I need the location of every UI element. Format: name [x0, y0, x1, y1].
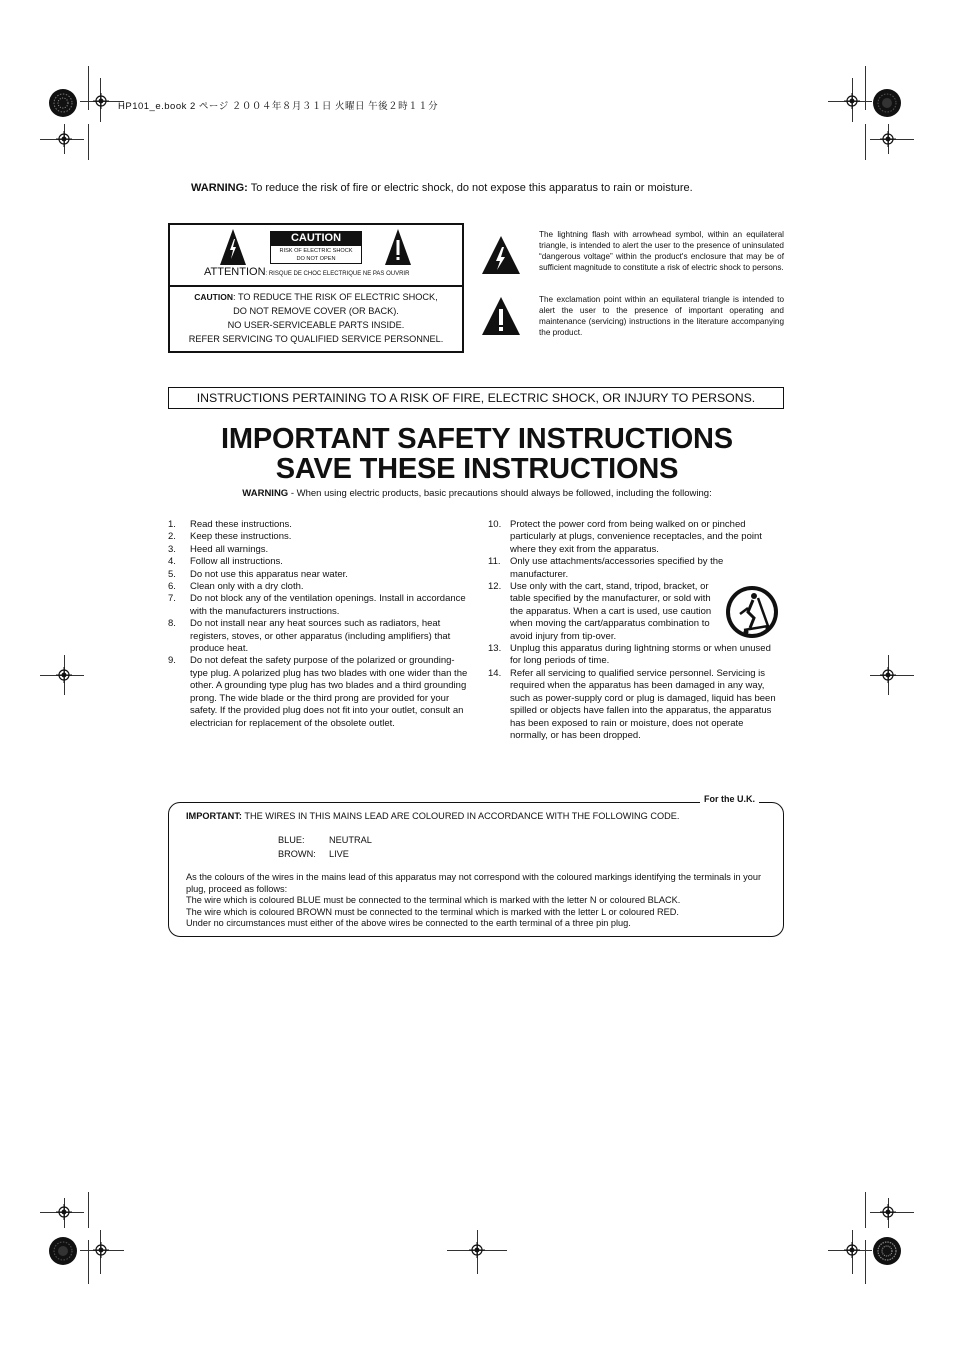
list-item: [488, 643, 782, 668]
list-item-number: 11.: [488, 556, 501, 568]
warning-line: [191, 182, 693, 194]
crop-line: [865, 1240, 866, 1284]
caution-line-4: REFER SERVICING TO QUALIFIED SERVICE PERSONNEL.: [188, 334, 444, 344]
warning-sub-label: WARNING: [242, 488, 289, 499]
warning-label: WARNING:: [191, 182, 248, 194]
registration-mark-icon: [56, 131, 72, 147]
uk-important-text: THE WIRES IN THIS MAINS LEAD ARE COLOURED IN ACCORDANCE WITH THE FOLLOWING CODE.: [241, 811, 680, 821]
uk-blue-label: BLUE:: [278, 835, 305, 845]
color-dial-icon: [48, 88, 78, 118]
registration-mark-icon: [844, 93, 860, 109]
color-dial-icon: [872, 1236, 902, 1266]
risk-line-1: RISK OF ELECTRIC SHOCK: [279, 248, 353, 254]
lightning-description: The lightning flash with arrowhead symbol, within an equilateral triangle, is intended to alert the user to the presence of uninsulated “dangerous voltage” within the product's enclosure that may be of sufficient magnitude to constitute a risk of electric shock to persons.: [539, 230, 784, 272]
uk-important-label: IMPORTANT:: [186, 811, 242, 821]
list-item: [168, 618, 468, 655]
registration-mark-icon: [880, 131, 896, 147]
uk-blue-row: [278, 835, 372, 847]
uk-important: [186, 811, 766, 823]
risk-line-2: DO NOT OPEN: [296, 256, 336, 262]
list-item-text: Do not install near any heat sources such as radiators, heat registers, stoves, or other apparatus (including amplifiers) that produce heat.: [190, 618, 451, 655]
attention-line: [204, 266, 409, 278]
list-item-number: 9.: [168, 655, 176, 667]
uk-paragraphs: [186, 872, 766, 930]
list-item: [168, 581, 468, 593]
registration-mark-icon: [844, 1242, 860, 1258]
list-item-text: Follow all instructions.: [190, 556, 283, 568]
file-header: HP101_e.book 2 ページ ２００４年８月３１日 火曜日 午後２時１１分: [118, 101, 439, 112]
uk-brown-value: LIVE: [329, 849, 349, 859]
uk-blue-value: NEUTRAL: [329, 835, 372, 845]
crop-line: [88, 1240, 89, 1284]
list-item-number: 14.: [488, 667, 502, 679]
safety-list-left: [168, 519, 468, 730]
list-item: [168, 655, 468, 729]
warning-subline: [0, 488, 954, 499]
instructions-header: INSTRUCTIONS PERTAINING TO A RISK OF FIRE, ELECTRIC SHOCK, OR INJURY TO PERSONS.: [168, 387, 784, 409]
registration-mark-icon: [56, 667, 72, 683]
crop-line: [865, 1192, 866, 1228]
list-item-number: 12.: [488, 581, 502, 593]
uk-para-3: The wire which is coloured BROWN must be connected to the terminal which is marked with the letter L or coloured RED.: [186, 906, 679, 917]
lightning-triangle-icon: [219, 228, 247, 266]
list-item-number: 7.: [168, 593, 176, 605]
list-item-text: Do not defeat the safety purpose of the polarized or grounding-type plug. A polarized plug has two blades with one wider than the other. A grounding type plug has two blades and a third grounding prong. The wide blade or the third prong are provided for your safety. If the provided plug does not fit into your outlet, consult an electrician for replacement of the obsolete outlet.: [190, 655, 468, 729]
list-item-number: 6.: [168, 581, 176, 593]
attention-subtext: : RISQUE DE CHOC ELECTRIQUE NE PAS OUVRIR: [265, 271, 410, 277]
list-item-text: Use only with the cart, stand, tripod, bracket, or table specified by the manufacturer, or sold with the apparatus. When a cart is used, use caution when moving the cart/apparatus combination to avoid injury from tip-over.: [510, 581, 712, 642]
list-item: [168, 544, 468, 556]
list-item-text: Do not use this apparatus near water.: [190, 568, 348, 580]
registration-mark-icon: [469, 1242, 485, 1258]
uk-brown-label: BROWN:: [278, 849, 316, 859]
caution-line-1: [170, 290, 462, 304]
list-item: [168, 569, 468, 581]
list-item-text: Heed all warnings.: [190, 543, 269, 555]
caution-divider: [168, 285, 464, 287]
crop-line: [88, 66, 89, 110]
cart-tipover-icon: [724, 584, 780, 640]
list-item-text: Refer all servicing to qualified service personnel. Servicing is required when the apparatus has been damaged in any way, such as power-supply cord or plug is damaged, liquid has been spilled or objects have fallen into the apparatus, the apparatus has been exposed to rain or moisture, does not operate normally, or has been dropped.: [510, 667, 776, 741]
list-item-number: 1.: [168, 519, 176, 530]
crop-line: [88, 124, 89, 160]
attention-label: ATTENTION: [204, 266, 266, 278]
list-item-number: 3.: [168, 543, 176, 555]
list-item-number: 2.: [168, 531, 176, 543]
list-item-text: Do not block any of the ventilation openings. Install in accordance with the manufacturers instructions.: [190, 593, 466, 617]
color-dial-icon: [48, 1236, 78, 1266]
list-item: [488, 556, 782, 581]
list-item-text: Read these instructions.: [190, 519, 292, 530]
uk-para-4: Under no circumstances must either of the above wires be connected to the earth terminal of a three pin plug.: [186, 918, 631, 929]
exclamation-description: The exclamation point within an equilateral triangle is intended to alert the user to the presence of important operating and maintenance (servicing) instructions in the literature accompanying the product.: [539, 295, 784, 337]
list-item-number: 13.: [488, 643, 502, 655]
uk-para-2: The wire which is coloured BLUE must be connected to the terminal which is marked with the letter N or coloured BLACK.: [186, 895, 681, 906]
list-item-text: Keep these instructions.: [190, 531, 292, 543]
uk-label: For the U.K.: [700, 794, 759, 804]
list-item: [168, 593, 468, 618]
list-item: [168, 531, 468, 543]
page-subtitle: SAVE THESE INSTRUCTIONS: [275, 453, 679, 485]
list-item: [488, 519, 782, 556]
registration-mark-icon: [56, 1204, 72, 1220]
crop-line: [88, 1192, 89, 1228]
color-dial-icon: [872, 88, 902, 118]
risk-notice: [270, 245, 362, 264]
exclamation-triangle-icon: [481, 296, 521, 336]
caution-line-2: DO NOT REMOVE COVER (OR BACK).: [233, 306, 399, 316]
crop-line: [865, 66, 866, 110]
list-item: [168, 556, 468, 568]
caution-label: CAUTION: [270, 231, 362, 245]
registration-mark-icon: [93, 93, 109, 109]
caution-line-1-text: : TO REDUCE THE RISK OF ELECTRIC SHOCK,: [233, 292, 438, 302]
list-item-text: Clean only with a dry cloth.: [190, 581, 304, 593]
list-item-number: 10.: [488, 519, 502, 530]
exclamation-triangle-icon: [384, 228, 412, 266]
registration-mark-icon: [880, 667, 896, 683]
page-title: IMPORTANT SAFETY INSTRUCTIONS: [221, 423, 733, 455]
list-item: [168, 519, 468, 531]
list-item-number: 4.: [168, 556, 176, 568]
registration-mark-icon: [93, 1242, 109, 1258]
list-item-text: Only use attachments/accessories specified by the manufacturer.: [510, 556, 724, 580]
warning-text: To reduce the risk of fire or electric shock, do not expose this apparatus to rain or moisture.: [250, 182, 693, 194]
uk-brown-row: [278, 849, 349, 861]
crop-line: [865, 124, 866, 160]
registration-mark-icon: [880, 1204, 896, 1220]
lightning-triangle-icon: [481, 235, 521, 275]
caution-prefix: CAUTION: [194, 292, 233, 302]
list-item: [488, 668, 782, 742]
list-item-text: Protect the power cord from being walked on or pinched particularly at plugs, convenience receptacles, and the point where they exit from the apparatus.: [510, 519, 762, 555]
list-item-number: 8.: [168, 618, 176, 630]
list-item-number: 5.: [168, 568, 176, 580]
warning-sub-text: - When using electric products, basic precautions should always be followed, including the following:: [288, 488, 712, 499]
uk-para-1: As the colours of the wires in the mains lead of this apparatus may not correspond with the coloured markings identifying the terminals in your plug, proceed as follows:: [186, 872, 762, 894]
caution-instructions: [170, 290, 462, 346]
list-item-text: Unplug this apparatus during lightning storms or when unused for long periods of time.: [510, 643, 771, 667]
caution-line-3: NO USER-SERVICEABLE PARTS INSIDE.: [227, 320, 405, 330]
